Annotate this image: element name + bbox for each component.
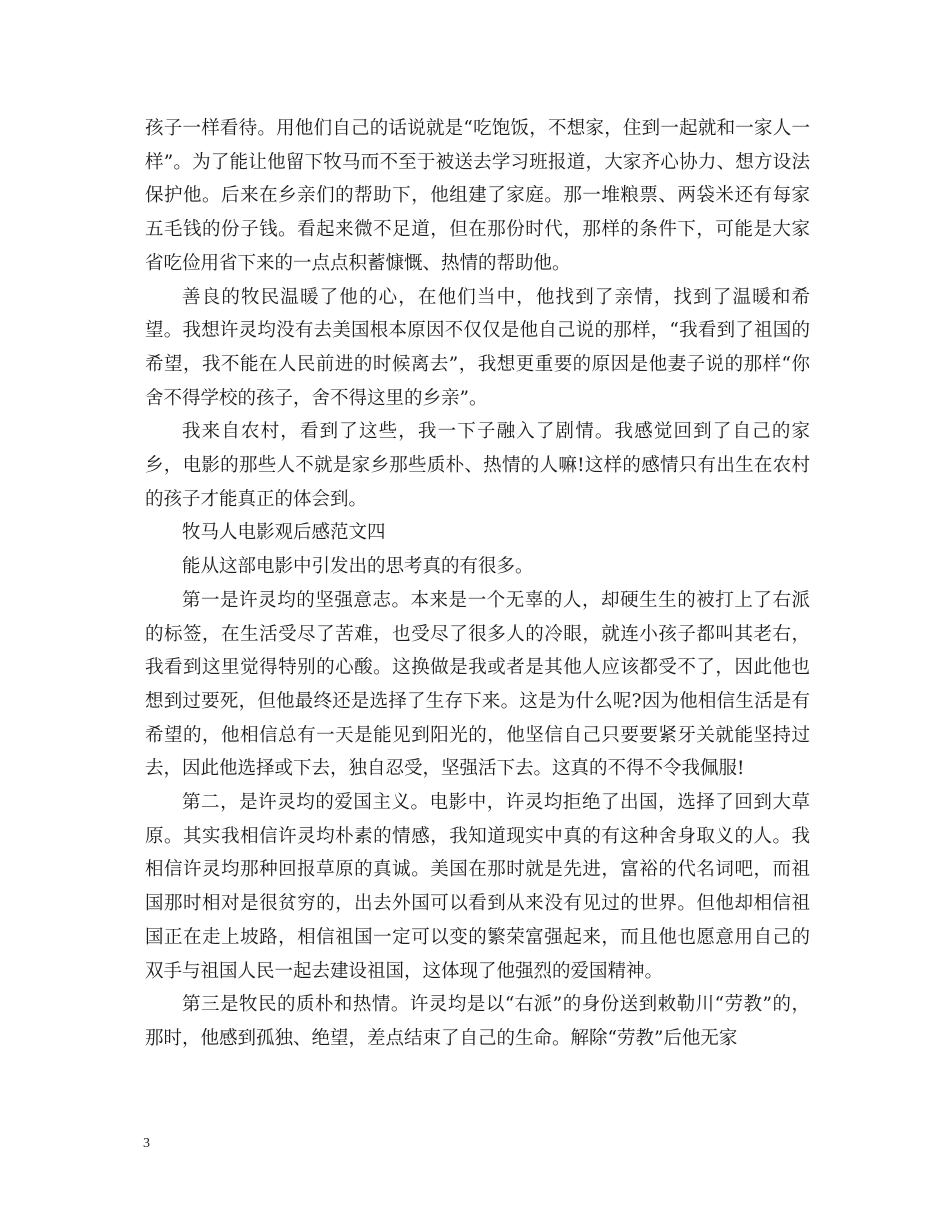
- paragraph-5: 能从这部电影中引发出的思考真的有很多。: [182, 556, 534, 578]
- paragraph-8: 第三是牧民的质朴和热情。许灵均是以“右派”的身份送到敕勒川“劳教”的，那时，他感到孤独、绝望，差点结束了自己的生命。解除“劳教”后他无家: [145, 994, 810, 1049]
- paragraph-7: 第二，是许灵均的爱国主义。电影中，许灵均拒绝了出国，选择了回到大草原。其实我相信许灵均朴素的情感，我知道现实中真的有这种舍身取义的人。我相信许灵均那种回报草原的真诚。美国在那时就是先进，富裕的代名词吧，而祖国那时相对是很贫穷的，出去外国可以看到从来没有见过的世界。但他却相信祖国正在走上坡路，相信祖国一定可以变的繁荣富强起来，而且他也愿意用自己的双手与祖国人民一起去建设祖国，这体现了他强烈的爱国精神。: [145, 792, 810, 982]
- page-number: 3: [143, 1136, 150, 1151]
- paragraph-1: 孩子一样看待。用他们自己的话说就是“吃饱饭，不想家，住到一起就和一家人一样”。为了能让他留下牧马而不至于被送去学习班报道，大家齐心协力、想方设法保护他。后来在乡亲们的帮助下，他组建了家庭。那一堆粮票、两袋米还有每家五毛钱的份子钱。看起来微不足道，但在那份时代，那样的条件下，可能是大家省吃俭用省下来的一点点积蓄慷慨、热情的帮助他。: [145, 118, 810, 274]
- paragraph-6: 第一是许灵均的坚强意志。本来是一个无辜的人，却硬生生的被打上了右派的标签，在生活受尽了苦难，也受尽了很多人的冷眼，就连小孩子都叫其老右，我看到这里觉得特别的心酸。这换做是我或者是其他人应该都受不了，因此他也想到过要死，但他最终还是选择了生存下来。这是为什么呢?因为他相信生活是有希望的，他相信总有一天是能见到阳光的，他坚信自己只要要紧牙关就能坚持过去，因此他选择或下去，独自忍受，坚强活下去。这真的不得不令我佩服!: [145, 589, 810, 780]
- document-body: [145, 112, 810, 1056]
- paragraph-2: 善良的牧民温暖了他的心，在他们当中，他找到了亲情，找到了温暖和希望。我想许灵均没有去美国根本原因不仅仅是他自己说的那样，“我看到了祖国的希望，我不能在人民前进的时候离去”，我想更重要的原因是他妻子说的那样“你舍不得学校的孩子，舍不得这里的乡亲”。: [145, 286, 810, 409]
- section-heading: 牧马人电影观后感范文四: [182, 522, 386, 544]
- paragraph-3: 我来自农村，看到了这些，我一下子融入了剧情。我感觉回到了自己的家乡，电影的那些人不就是家乡那些质朴、热情的人嘛!这样的感情只有出生在农村的孩子才能真正的体会到。: [145, 421, 810, 510]
